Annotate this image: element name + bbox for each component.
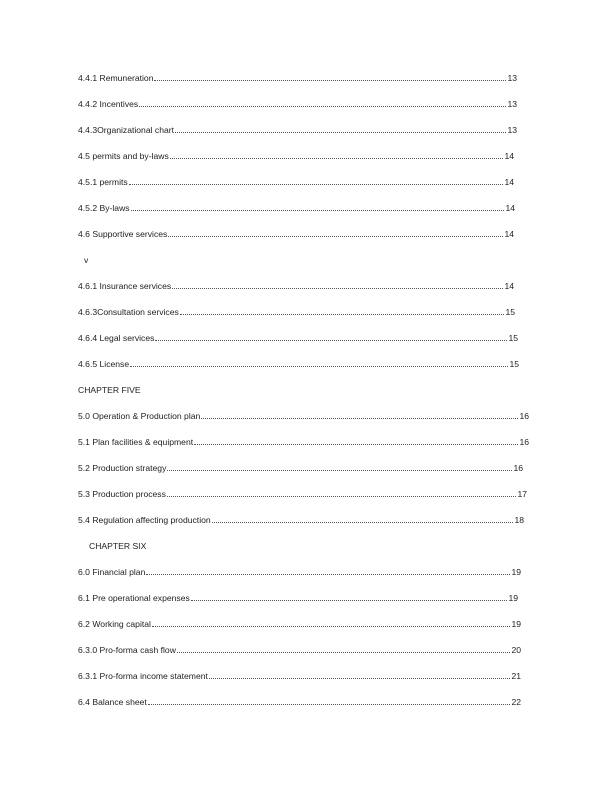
dot-leader	[139, 106, 506, 107]
dot-leader	[152, 626, 511, 627]
dot-leader	[168, 236, 503, 237]
toc-page: 16	[519, 437, 529, 447]
dot-leader	[180, 314, 505, 315]
dot-leader	[148, 704, 511, 705]
toc-title: 4.6 Supportive services	[78, 229, 168, 239]
dot-leader	[177, 652, 511, 653]
dot-leader	[146, 574, 510, 575]
toc-page: 16	[519, 411, 529, 421]
toc-entry	[78, 514, 524, 526]
toc-title: 4.6.5 License	[78, 359, 130, 369]
toc-page: 13	[507, 73, 517, 83]
toc-page: 15	[509, 359, 519, 369]
toc-entry	[78, 358, 519, 370]
toc-page: 13	[507, 125, 517, 135]
toc-page: 13	[507, 99, 517, 109]
toc-page: 22	[511, 697, 521, 707]
toc-title: 6.1 Pre operational expenses	[78, 593, 190, 603]
toc-page: 14	[504, 229, 514, 239]
toc-entry	[78, 176, 514, 188]
toc-page: 15	[505, 307, 515, 317]
toc-entry	[78, 644, 521, 656]
toc-entry	[78, 228, 514, 240]
toc-title: 5.0 Operation & Production plan	[78, 411, 201, 421]
dot-leader	[201, 418, 518, 419]
toc-entry	[78, 670, 521, 682]
stray-mark: v	[84, 255, 89, 265]
toc-title: 6.3.1 Pro-forma income statement	[78, 671, 208, 681]
toc-entry	[78, 332, 518, 344]
toc-entry	[78, 566, 521, 578]
toc-title: 4.4.3Organizational chart	[78, 125, 175, 135]
toc-title: 4.5 permits and by-laws	[78, 151, 169, 161]
toc-page: 19	[508, 593, 518, 603]
dot-leader	[130, 366, 508, 367]
toc-entry	[78, 592, 518, 604]
dot-leader	[194, 444, 518, 445]
toc-title: 5.2 Production strategy	[78, 463, 167, 473]
toc-page: 15	[508, 333, 518, 343]
toc-title: 4.6.1 Insurance services	[78, 281, 172, 291]
dot-leader	[191, 600, 508, 601]
toc-page: 21	[511, 671, 521, 681]
toc-title: 4.5.1 permits	[78, 177, 128, 187]
toc-page: 19	[511, 567, 521, 577]
dot-leader	[129, 184, 504, 185]
toc-title: 5.1 Plan facilities & equipment	[78, 437, 194, 447]
toc-entry	[78, 488, 527, 500]
toc-page: 14	[504, 281, 514, 291]
toc-entry	[78, 124, 517, 136]
toc-title: 5.3 Production process	[78, 489, 166, 499]
toc-title: 6.3.0 Pro-forma cash flow	[78, 645, 176, 655]
toc-entry	[78, 618, 521, 630]
chapter-five-heading: CHAPTER FIVE	[78, 385, 141, 395]
toc-title: 4.4.2 Incentives	[78, 99, 139, 109]
dot-leader	[172, 288, 503, 289]
toc-page: 18	[514, 515, 524, 525]
toc-title: 4.4.1 Remuneration	[78, 73, 154, 83]
toc-page: 17	[517, 489, 527, 499]
toc-entry	[78, 150, 514, 162]
dot-leader	[131, 210, 505, 211]
toc-entry	[78, 696, 521, 708]
dot-leader	[154, 80, 506, 81]
toc-entry	[78, 410, 529, 422]
toc-title: 6.4 Balance sheet	[78, 697, 147, 707]
dot-leader	[167, 470, 512, 471]
toc-title: 4.6.3Consultation services	[78, 307, 179, 317]
toc-title: 5.4 Regulation affecting production	[78, 515, 211, 525]
toc-entry	[78, 436, 529, 448]
toc-entry	[78, 202, 515, 214]
toc-page: 16	[513, 463, 523, 473]
dot-leader	[155, 340, 507, 341]
dot-leader	[209, 678, 511, 679]
toc-page: 14	[504, 151, 514, 161]
toc-entry	[78, 462, 523, 474]
toc-entry	[78, 306, 515, 318]
toc-title: 6.2 Working capital	[78, 619, 151, 629]
chapter-six-heading: CHAPTER SIX	[89, 541, 147, 551]
toc-page: 14	[504, 177, 514, 187]
toc-title: 6.0 Financial plan	[78, 567, 146, 577]
toc-page: 19	[511, 619, 521, 629]
toc-page: 14	[505, 203, 515, 213]
dot-leader	[175, 132, 506, 133]
toc-page: 20	[511, 645, 521, 655]
dot-leader	[170, 158, 504, 159]
dot-leader	[212, 522, 514, 523]
toc-entry	[78, 98, 517, 110]
toc-entry	[78, 280, 514, 292]
dot-leader	[167, 496, 517, 497]
toc-entry	[78, 72, 517, 84]
toc-title: 4.5.2 By-laws	[78, 203, 130, 213]
toc-title: 4.6.4 Legal services	[78, 333, 155, 343]
